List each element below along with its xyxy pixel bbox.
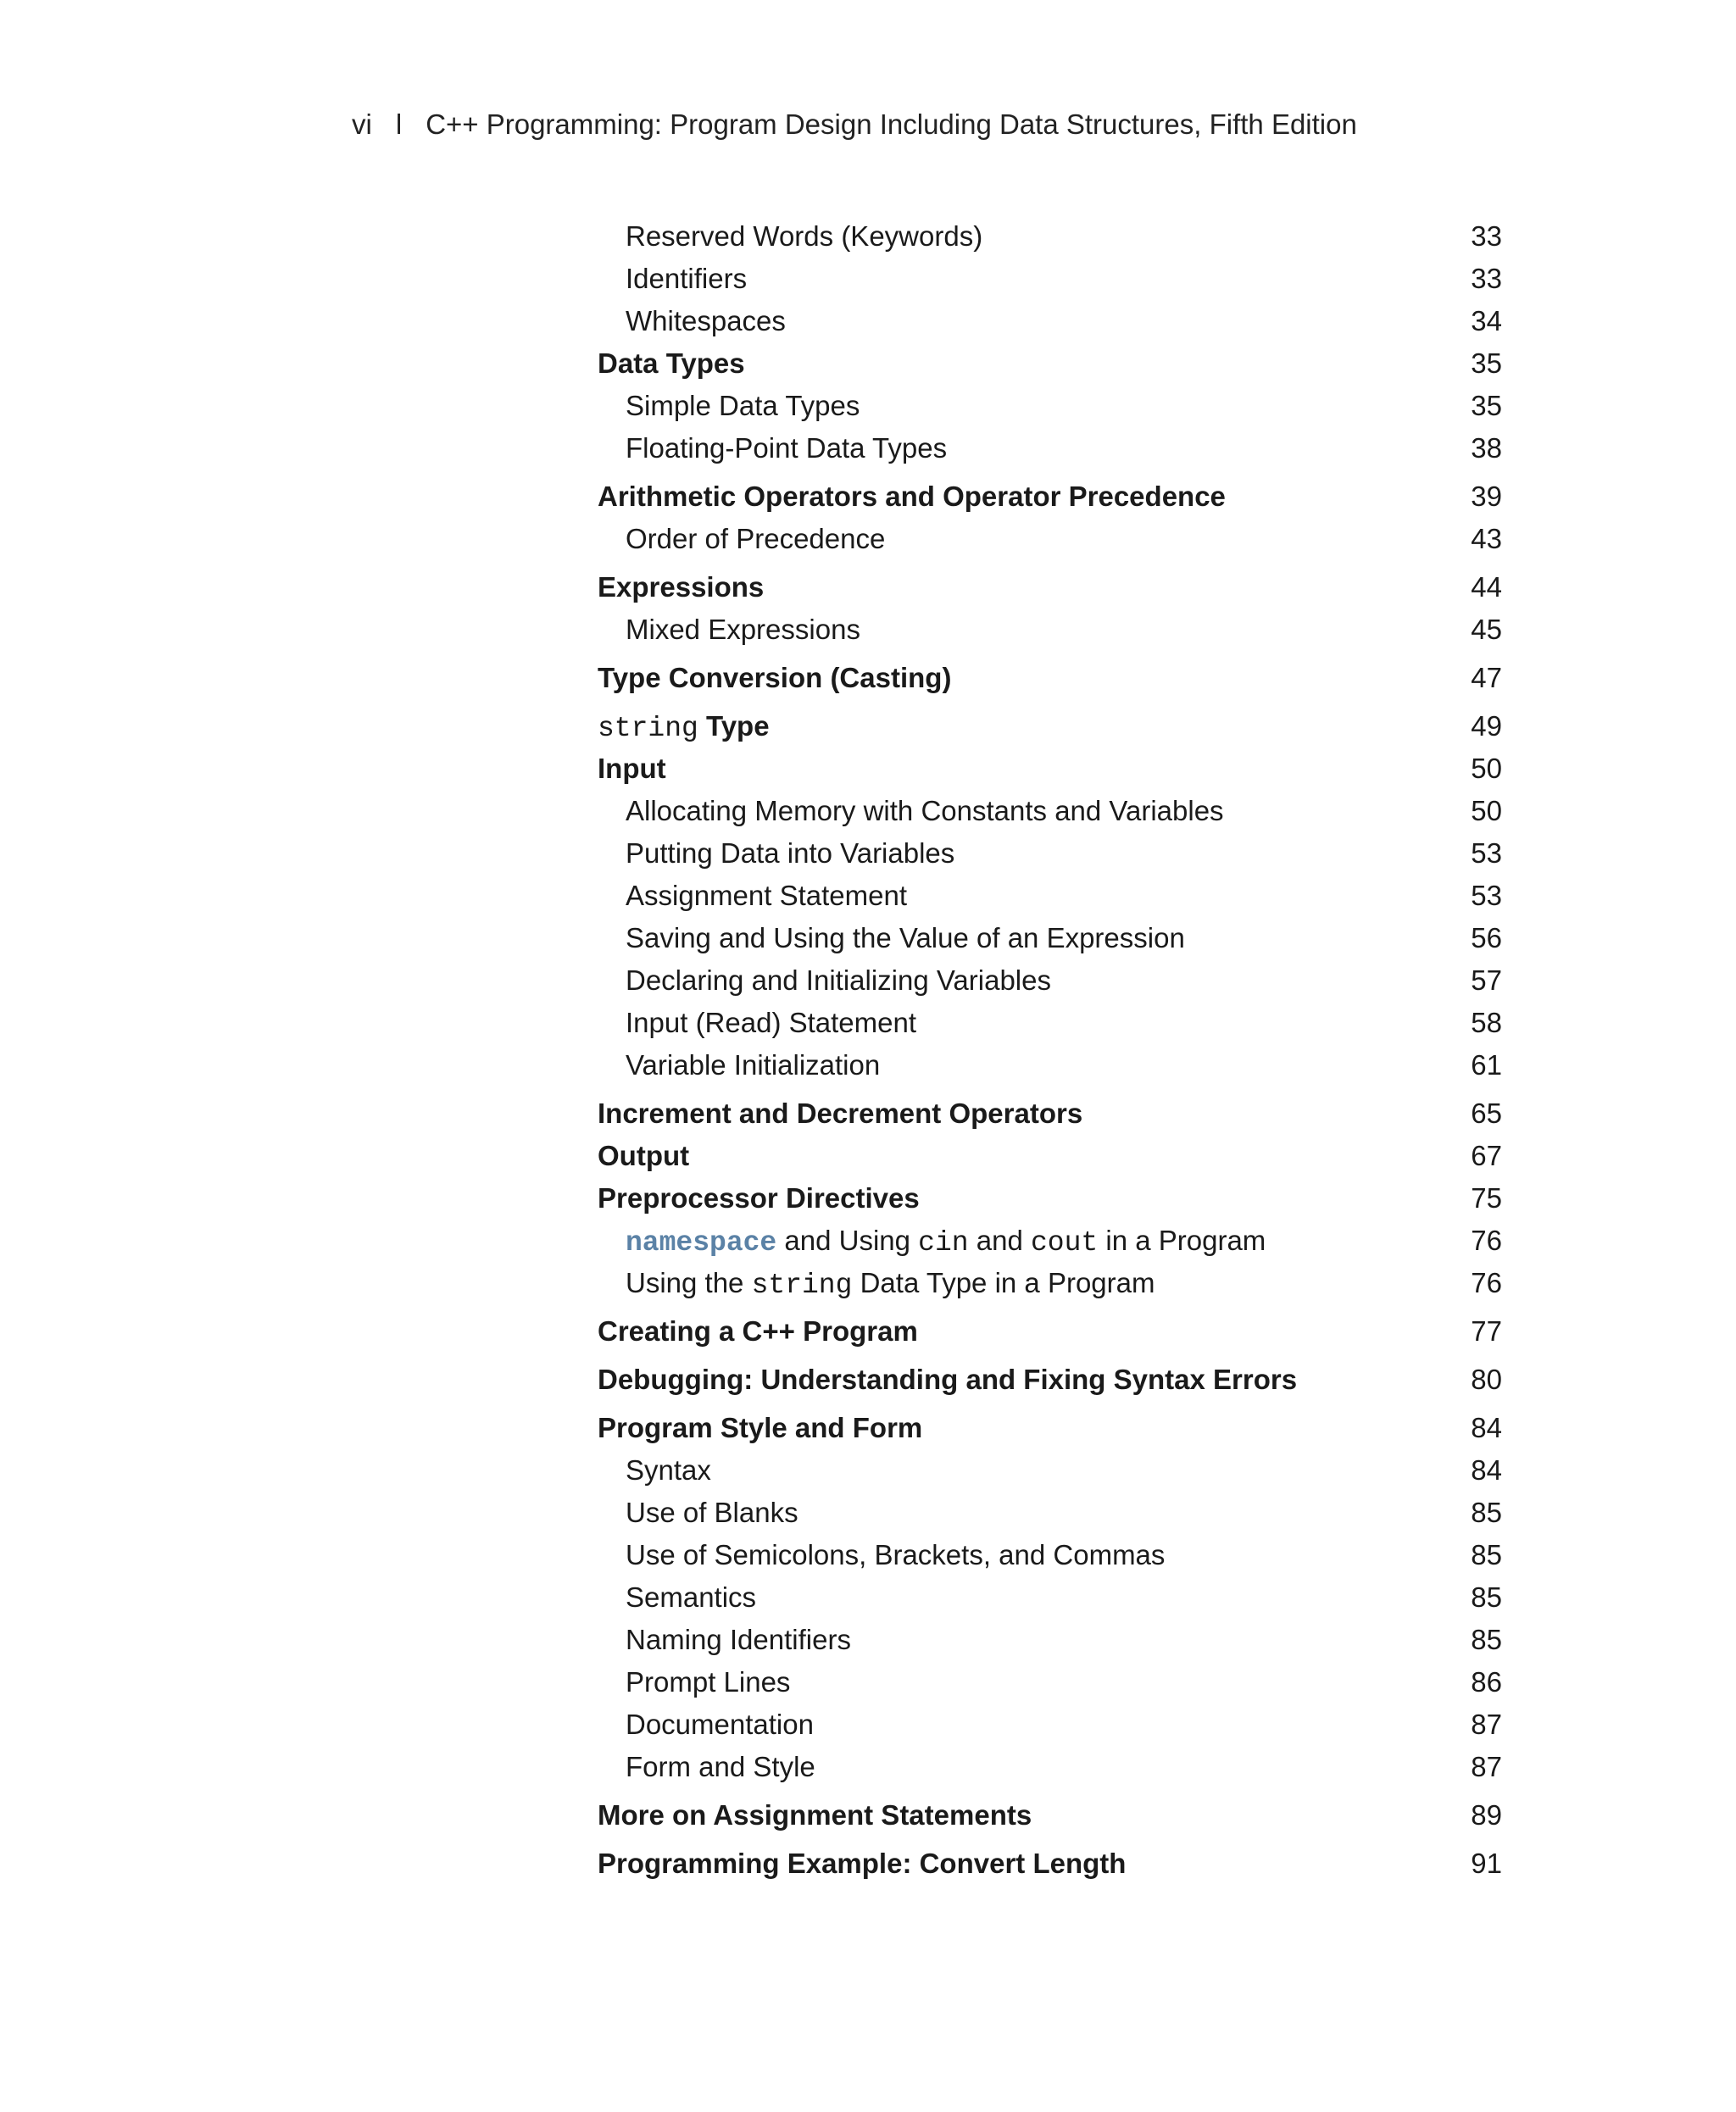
toc-section-page: 67 (1471, 1140, 1502, 1171)
toc-entry-title: Semantics (626, 1581, 757, 1613)
toc-entry-page: 61 (1471, 1049, 1502, 1081)
header-separator: l (395, 108, 403, 140)
toc-section-page: 75 (1471, 1182, 1502, 1214)
toc-section (598, 748, 1502, 790)
page-number: vi (352, 108, 372, 140)
toc-section (598, 342, 1502, 385)
toc-entry-title: Variable Initialization (626, 1049, 881, 1081)
toc-entry (598, 1492, 1502, 1534)
toc-section-page: 89 (1471, 1799, 1502, 1831)
toc-entry-title: Form and Style (626, 1751, 815, 1782)
toc-section-page: 91 (1471, 1848, 1502, 1879)
toc-entry (598, 1746, 1502, 1788)
toc-section-title: Program Style and Form (598, 1412, 923, 1443)
toc-entry (598, 427, 1502, 470)
toc-section-title: More on Assignment Statements (598, 1799, 1032, 1831)
toc-entry-page: 35 (1471, 390, 1502, 421)
toc-entry-page: 33 (1471, 263, 1502, 294)
toc-entry (598, 1220, 1502, 1262)
toc-section-page: 65 (1471, 1098, 1502, 1129)
toc-section (598, 657, 1502, 699)
toc-section-title: Increment and Decrement Operators (598, 1098, 1083, 1129)
toc-entry (598, 832, 1502, 875)
toc-section-page: 39 (1471, 481, 1502, 512)
toc-entry-title: Naming Identifiers (626, 1624, 851, 1655)
toc-entry-page: 76 (1471, 1225, 1502, 1256)
toc-entry-title: Putting Data into Variables (626, 837, 955, 869)
toc-section-title: Output (598, 1140, 690, 1171)
toc-section (598, 1177, 1502, 1220)
toc-entry-page: 56 (1471, 922, 1502, 953)
code-term: string (598, 713, 698, 744)
toc-section-title: Type Conversion (Casting) (598, 662, 952, 693)
toc-section-page: 44 (1471, 571, 1502, 603)
toc-entry-page: 86 (1471, 1666, 1502, 1698)
toc-section-title: Debugging: Understanding and Fixing Syntax Errors (598, 1364, 1298, 1395)
toc-section (598, 475, 1502, 518)
toc-section-title: Creating a C++ Program (598, 1315, 918, 1347)
toc-section-title: Preprocessor Directives (598, 1182, 920, 1214)
toc-section (598, 1135, 1502, 1177)
toc-entry (598, 790, 1502, 832)
toc-entry-title: Reserved Words (Keywords) (626, 220, 983, 252)
toc-entry-title: Input (Read) Statement (626, 1007, 917, 1038)
toc-entry-page: 33 (1471, 220, 1502, 252)
toc-entry-title (626, 1262, 1155, 1307)
toc-entry-page: 85 (1471, 1581, 1502, 1613)
toc-entry-text: Data Type in a Program (852, 1267, 1155, 1298)
toc-entry (598, 385, 1502, 427)
toc-section (598, 1359, 1502, 1401)
toc-section-page: 35 (1471, 347, 1502, 379)
toc-entry-page: 43 (1471, 523, 1502, 554)
toc-section-title: Expressions (598, 571, 765, 603)
toc-entry-title: Documentation (626, 1709, 814, 1740)
toc-section-title: Input (598, 753, 666, 784)
toc-entry-title: Use of Semicolons, Brackets, and Commas (626, 1539, 1166, 1570)
book-title: C++ Programming: Program Design Including Data Structures, Fifth Edition (426, 108, 1357, 140)
toc-section-page: 80 (1471, 1364, 1502, 1395)
toc-entry (598, 875, 1502, 917)
toc-entry (598, 917, 1502, 959)
toc-entry-page: 38 (1471, 432, 1502, 464)
toc-section-page: 77 (1471, 1315, 1502, 1347)
toc-entry-text: Using the (626, 1267, 752, 1298)
code-term: string (751, 1270, 853, 1301)
toc-entry-text: and Using (776, 1225, 919, 1256)
toc-entry (598, 609, 1502, 651)
toc-section (598, 566, 1502, 609)
toc-entry-title: Prompt Lines (626, 1666, 791, 1698)
toc-entry-page: 53 (1471, 837, 1502, 869)
toc-section-text: Type (698, 710, 770, 742)
toc-section-page: 49 (1471, 710, 1502, 742)
toc-entry-title: Order of Precedence (626, 523, 886, 554)
code-term: cin (918, 1227, 969, 1259)
toc-entry (598, 300, 1502, 342)
toc-section (598, 1407, 1502, 1449)
toc-entry-title: Whitespaces (626, 305, 786, 336)
toc-section-title: Programming Example: Convert Length (598, 1848, 1127, 1879)
toc-entry-title: Floating-Point Data Types (626, 432, 948, 464)
toc-section (598, 705, 1502, 748)
toc-section-title: Data Types (598, 347, 745, 379)
toc-entry-page: 87 (1471, 1709, 1502, 1740)
toc-section-page: 47 (1471, 662, 1502, 693)
toc-section (598, 1794, 1502, 1837)
table-of-contents (598, 215, 1502, 1885)
toc-entry (598, 1576, 1502, 1619)
toc-entry (598, 1449, 1502, 1492)
toc-entry-page: 34 (1471, 305, 1502, 336)
toc-section-title (598, 705, 770, 750)
toc-section (598, 1842, 1502, 1885)
toc-entry-page: 76 (1471, 1267, 1502, 1298)
toc-entry-page: 87 (1471, 1751, 1502, 1782)
toc-entry-title: Allocating Memory with Constants and Variables (626, 795, 1224, 826)
toc-entry-title: Syntax (626, 1454, 711, 1486)
toc-entry-page: 85 (1471, 1539, 1502, 1570)
toc-entry (598, 1262, 1502, 1304)
toc-entry-title: Assignment Statement (626, 880, 907, 911)
toc-entry (598, 959, 1502, 1002)
toc-entry (598, 518, 1502, 560)
toc-entry-page: 53 (1471, 880, 1502, 911)
toc-entry-page: 85 (1471, 1624, 1502, 1655)
code-term: cout (1031, 1227, 1099, 1259)
toc-section (598, 1092, 1502, 1135)
toc-entry-title: Declaring and Initializing Variables (626, 964, 1051, 996)
toc-section (598, 1310, 1502, 1353)
toc-entry (598, 215, 1502, 258)
toc-entry-text: in a Program (1098, 1225, 1266, 1256)
toc-entry-page: 45 (1471, 614, 1502, 645)
toc-entry-page: 84 (1471, 1454, 1502, 1486)
toc-entry-page: 85 (1471, 1497, 1502, 1528)
toc-entry-title: Saving and Using the Value of an Expression (626, 922, 1185, 953)
toc-entry (598, 258, 1502, 300)
toc-section-page: 50 (1471, 753, 1502, 784)
toc-entry-text: and (968, 1225, 1031, 1256)
toc-entry-page: 50 (1471, 795, 1502, 826)
toc-entry-title (626, 1220, 1266, 1264)
toc-section-title: Arithmetic Operators and Operator Precedence (598, 481, 1226, 512)
toc-entry-page: 57 (1471, 964, 1502, 996)
toc-entry-title: Identifiers (626, 263, 748, 294)
toc-section-page: 84 (1471, 1412, 1502, 1443)
toc-entry-title: Mixed Expressions (626, 614, 860, 645)
toc-entry-title: Use of Blanks (626, 1497, 798, 1528)
toc-entry (598, 1002, 1502, 1044)
running-header (352, 108, 1357, 141)
toc-entry (598, 1619, 1502, 1661)
toc-entry (598, 1534, 1502, 1576)
code-term: namespace (626, 1227, 777, 1259)
toc-entry (598, 1044, 1502, 1087)
toc-entry (598, 1661, 1502, 1703)
toc-entry (598, 1703, 1502, 1746)
toc-entry-page: 58 (1471, 1007, 1502, 1038)
toc-entry-title: Simple Data Types (626, 390, 860, 421)
